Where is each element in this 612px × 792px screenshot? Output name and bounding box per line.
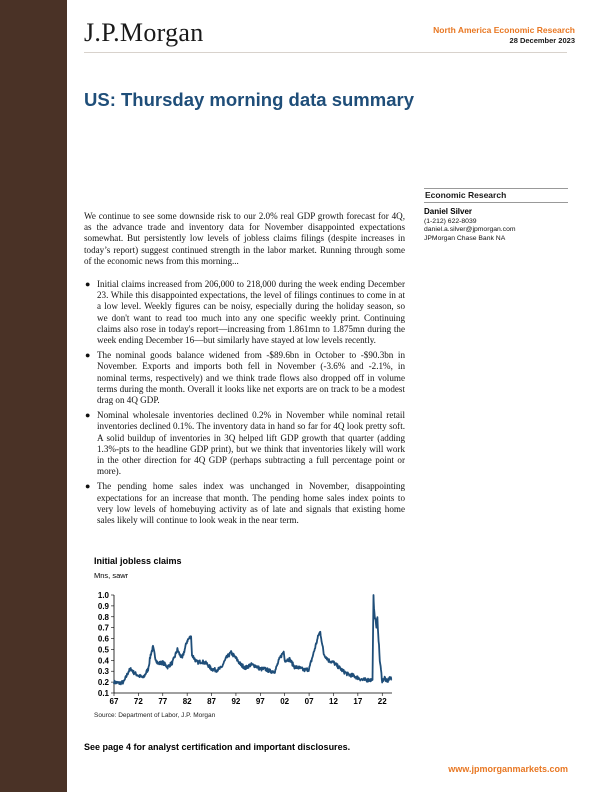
x-tick-label: 92 xyxy=(231,697,241,706)
x-tick-label: 67 xyxy=(109,697,119,706)
y-tick-label: 0.4 xyxy=(97,656,109,666)
y-tick-label: 0.1 xyxy=(97,689,109,698)
y-tick-label: 0.3 xyxy=(97,667,109,677)
list-item xyxy=(84,279,405,346)
bullet-icon: ● xyxy=(85,279,91,289)
y-tick-label: 0.6 xyxy=(97,634,109,644)
analyst-box xyxy=(424,188,568,242)
y-tick-label: 0.8 xyxy=(97,612,109,622)
analyst-box-heading: Economic Research xyxy=(424,188,568,203)
x-tick-label: 12 xyxy=(329,697,338,706)
report-series: North America Economic Research xyxy=(433,25,575,35)
series-line-initial-claims xyxy=(114,595,392,684)
list-item xyxy=(84,481,405,526)
brand-sidebar xyxy=(0,0,67,792)
bullet-icon: ● xyxy=(85,481,91,492)
list-item xyxy=(84,410,405,477)
bullet-list xyxy=(84,279,405,530)
bullet-text: The nominal goods balance widened from -$89.6bn in October to -$90.3bn in November. Exports and imports both fell in November (-3.6% and -2.1%, in nominal terms, respectively) and we think trade flows also dropped off in volume terms during the month. Overall it looks like net exports are on track to be a modest drag on 4Q GDP. xyxy=(97,350,405,406)
y-tick-label: 0.7 xyxy=(97,623,109,633)
y-tick-label: 0.2 xyxy=(97,678,109,688)
bullet-text: Initial claims increased from 206,000 to 218,000 during the week ending December 23. While this disappointed expectations, the level of filings continues to come in at a low level. Weekly figures can be noisy, especially during the holiday season, so we don't want to read too much into any one specific weekly print. Continuing claims also rose in today's report—increasing from 1.861mn to 1.875mn during the week ending December 16—but similarly have stayed at low levels recently. xyxy=(97,279,405,346)
bullet-icon: ● xyxy=(85,350,91,361)
chart-units: Mns, sawr xyxy=(94,571,129,580)
header-divider xyxy=(84,52,567,53)
x-tick-label: 07 xyxy=(304,697,314,706)
y-tick-label: 1.0 xyxy=(97,591,109,600)
intro-paragraph: We continue to see some downside risk to our 2.0% real GDP growth forecast for 4Q, as the advance trade and inventory data for November disappointed expectations somewhat. But persistently low levels of jobless claims filings (despite increases in today’s report) suggest continued strength in the labor market. Running through some of the economic news from this morning... xyxy=(84,211,405,266)
x-tick-label: 72 xyxy=(133,697,143,706)
x-tick-label: 87 xyxy=(207,697,216,706)
chart-title: Initial jobless claims xyxy=(94,556,182,566)
x-tick-label: 22 xyxy=(377,697,387,706)
page-title: US: Thursday morning data summary xyxy=(84,89,414,110)
list-item xyxy=(84,350,405,406)
bullet-text: Nominal wholesale inventories declined 0.2% in November while nominal retail inventories declined 0.1%. The inventory data in hand so far for 4Q look pretty soft. A solid buildup of inventories in 3Q helped lift GDP growth that quarter (adding 1.3%-pts to the headline GDP print), but we think that inventories likely will work in the other direction for 4Q GDP (perhaps subtracting a full percentage point or more). xyxy=(97,410,405,477)
analyst-name: Daniel Silver xyxy=(424,207,473,216)
jobless-claims-chart xyxy=(84,584,414,712)
report-date: 28 December 2023 xyxy=(509,36,575,45)
x-tick-label: 82 xyxy=(182,697,192,706)
x-tick-label: 02 xyxy=(280,697,290,706)
x-tick-label: 97 xyxy=(255,697,265,706)
y-tick-label: 0.9 xyxy=(97,601,109,611)
x-tick-label: 77 xyxy=(158,697,168,706)
x-tick-label: 17 xyxy=(353,697,363,706)
analyst-entity: JPMorgan Chase Bank NA xyxy=(424,234,506,242)
disclosure-note: See page 4 for analyst certification and important disclosures. xyxy=(84,742,351,752)
website-link[interactable]: www.jpmorganmarkets.com xyxy=(448,764,568,774)
jpmorgan-logo: J.P.Morgan xyxy=(84,18,204,47)
chart-source: Source: Department of Labor, J.P. Morgan xyxy=(94,712,216,719)
y-tick-label: 0.5 xyxy=(97,645,109,655)
bullet-icon: ● xyxy=(85,410,91,421)
analyst-email[interactable]: daniel.a.silver@jpmorgan.com xyxy=(424,226,516,233)
bullet-text: The pending home sales index was unchanged in November, disappointing expectations for an increase that month. The pending home sales index points to very low levels of homebuying activity as of late and signals that existing home sales likely will continue to look weak in the near term. xyxy=(97,481,405,526)
analyst-phone: (1-212) 622-8039 xyxy=(424,217,477,225)
